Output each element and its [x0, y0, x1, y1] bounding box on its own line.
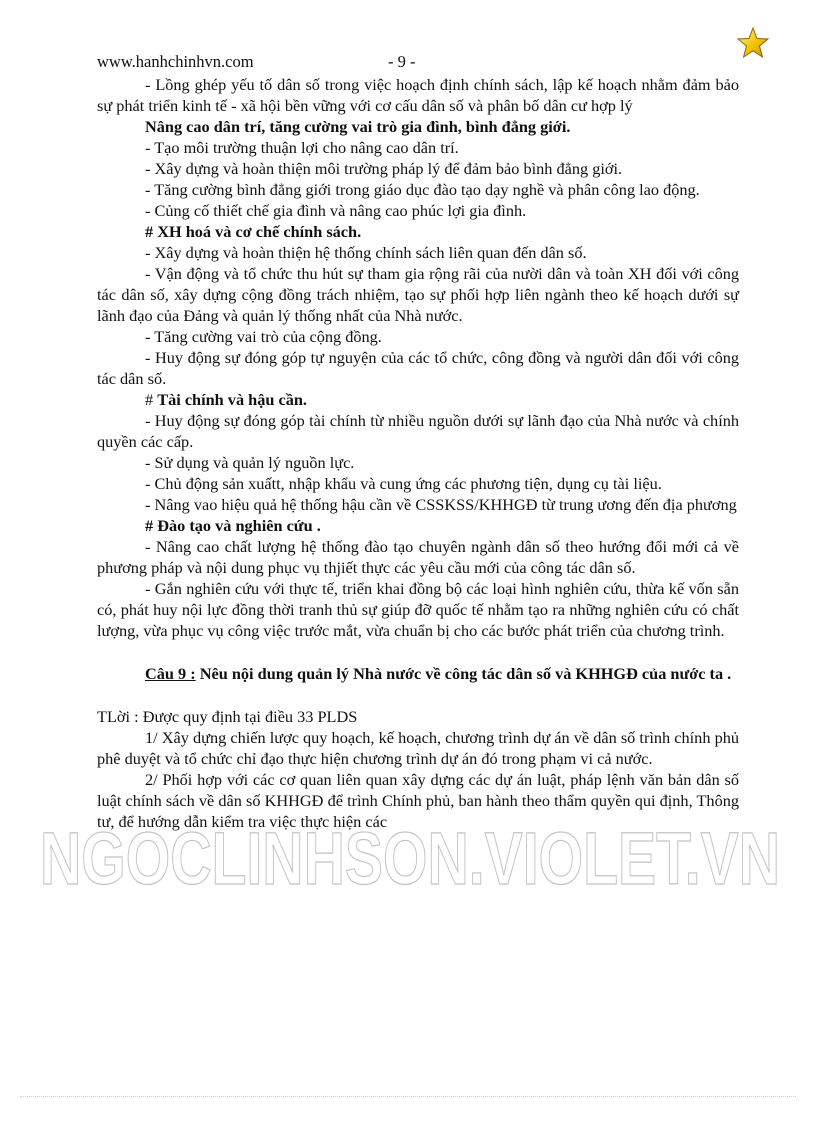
paragraph: - Củng cố thiết chế gia đình và nâng cao phúc lợi gia đình. — [145, 201, 527, 220]
paragraph: - Vận động và tổ chức thu hút sự tham gia rộng rãi của nười dân và toàn XH đối với công tác dân số, xây dựng cộng đồng trách nhiệm, tạo sự phối hợp liên ngành theo kế hoạch dưới sự lãnh đạo của Đảng và quản lý thống nhất của Nhà nước. — [97, 264, 739, 325]
paragraph: - Nâng cao chất lượng hệ thống đào tạo chuyên ngành dân số theo hướng đổi mới cả về phương pháp và nội dung phục vụ thjiết thực các yêu cầu mới của công tác dân số. — [97, 537, 739, 577]
watermark — [30, 818, 790, 898]
answer-item: 2/ Phối hợp với các cơ quan liên quan xây dựng các dự án luật, pháp lệnh văn bản dân số luật chính sách về dân số KHHGĐ để trình Chính phủ, ban hành theo thẩm quyền qui định, Thông tư, để hướng dẫn kiểm tra việc thực hiện các — [97, 770, 739, 831]
section-heading: # Đào tạo và nghiên cứu . — [145, 516, 321, 535]
paragraph: - Lồng ghép yếu tố dân số trong việc hoạch định chính sách, lập kế hoạch nhằm đảm bảo sự phát triển kinh tế - xã hội bền vững với cơ cấu dân số và phân bố dân cư hợp lý — [97, 75, 739, 115]
paragraph: - Xây dựng và hoàn thiện hệ thống chính sách liên quan đến dân số. — [145, 243, 587, 262]
answer-item: 1/ Xây dựng chiến lược quy hoạch, kế hoạch, chương trình dự án về dân số trình chính phủ phê duyệt và tổ chức chỉ đạo thực hiện chương trình dự án đó trong phạm vi cả nước. — [97, 728, 739, 768]
question-heading — [97, 663, 739, 684]
site-url: www.hanhchinhvn.com — [97, 52, 254, 71]
paragraph: - Huy động sự đóng góp tự nguyện của các tổ chức, công đồng và người dân đối với công tác dân số. — [97, 348, 739, 388]
paragraph: - Huy động sự đóng góp tài chính từ nhiều nguồn dưới sự lãnh đạo của Nhà nước và chính quyền các cấp. — [97, 411, 739, 451]
paragraph: - Nâng vao hiệu quả hệ thống hậu cần về CSSKSS/KHHGĐ từ trung ương đến địa phương — [145, 495, 737, 514]
paragraph: - Tăng cường vai trò của cộng đồng. — [145, 327, 382, 346]
paragraph: - Tăng cường bình đẳng giới trong giáo dục đào tạo dạy nghề và phân công lao động. — [145, 180, 700, 199]
page-header — [97, 52, 737, 74]
section-heading: # XH hoá và cơ chế chính sách. — [145, 222, 362, 241]
paragraph: - Sử dụng và quản lý nguồn lực. — [145, 453, 355, 472]
document-body — [97, 74, 739, 832]
answer-intro: TLời : Được quy định tại điều 33 PLDS — [97, 707, 358, 726]
question-label: Câu 9 : — [145, 664, 196, 683]
watermark-text: NGOCLINHSON.VIOLET.VN — [40, 818, 780, 898]
section-heading — [97, 389, 739, 410]
section-heading: Nâng cao dân trí, tăng cường vai trò gia đình, bình đẳng giới. — [145, 117, 571, 136]
heading-text: Tài chính và hậu cần. — [157, 390, 307, 409]
page-bottom-border — [20, 1096, 796, 1097]
heading-prefix: # — [145, 390, 158, 409]
paragraph: - Gắn nghiên cứu với thực tế, triển khai đồng bộ các loại hình nghiên cứu, thừa kế vốn sẵn có, phát huy nội lực đồng thời tranh thủ sự giúp đỡ quốc tế nhằm tạo ra những nghiên cứu có chất lượng, vừa phục vụ công việc trước mắt, vừa chuẩn bị cho các bước phát triển của chương trình. — [97, 579, 739, 640]
paragraph: - Tạo môi trường thuận lợi cho nâng cao dân trí. — [145, 138, 459, 157]
page-number: - 9 - — [388, 52, 416, 71]
paragraph: - Chủ động sản xuấtt, nhập khẩu và cung ứng các phương tiện, dụng cụ tài liệu. — [145, 474, 662, 493]
question-text: Nêu nội dung quản lý Nhà nước về công tác dân số và KHHGĐ của nước ta . — [195, 664, 732, 683]
star-icon — [736, 26, 770, 60]
paragraph: - Xây dựng và hoàn thiện môi trường pháp lý để đảm bảo bình đẳng giới. — [145, 159, 623, 178]
